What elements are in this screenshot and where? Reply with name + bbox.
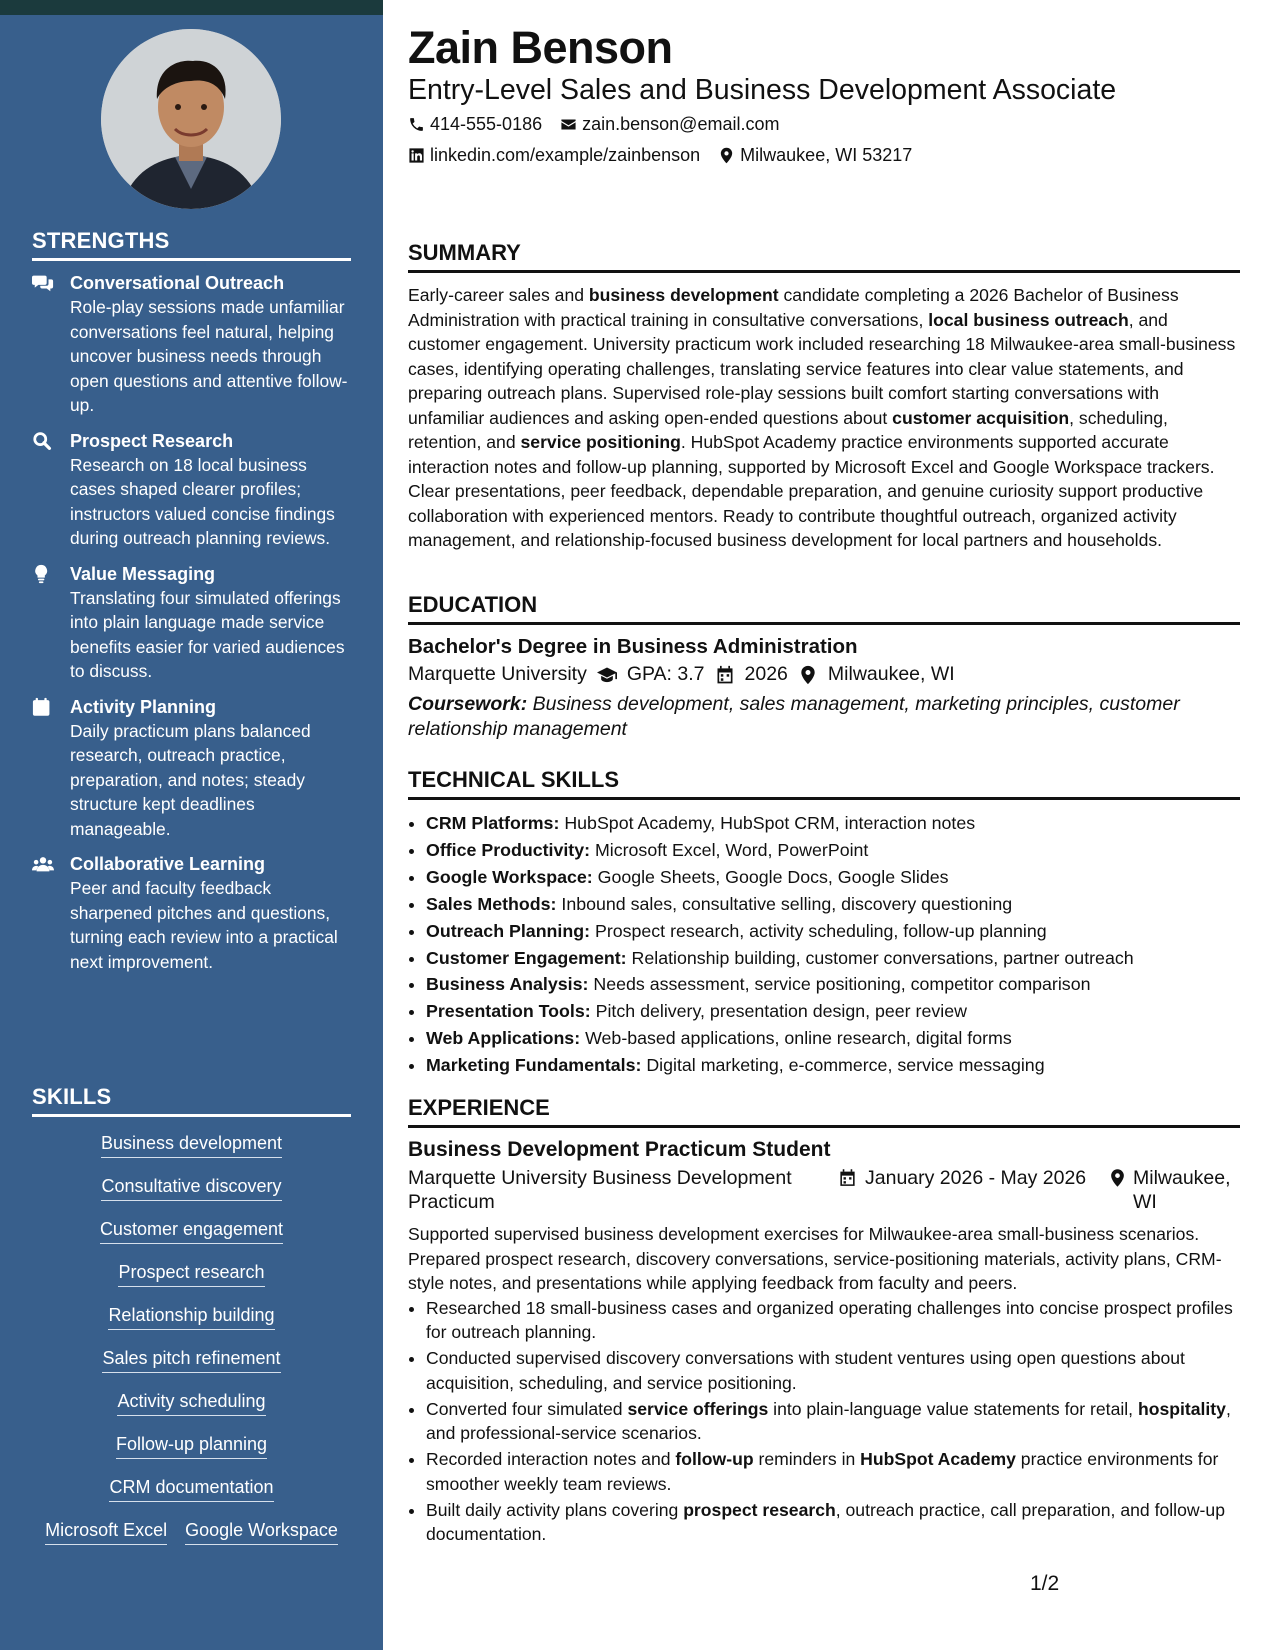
lightbulb-icon: [32, 564, 56, 584]
strength-desc: Role-play sessions made unfamiliar conversations feel natural, helping uncover business needs through open questions and attentive follow-up.: [70, 297, 348, 415]
candidate-role: Entry-Level Sales and Business Development Associate: [408, 74, 1117, 106]
list-item: [426, 837, 1240, 864]
contact-row-2: [408, 145, 912, 166]
text-run: . HubSpot Academy practice environments supported accurate interaction notes and follow-up planning, supported by Microsoft Excel and Google Workspace trackers. Clear presentations, peer feedback, dependable preparation, and genuine curiosity support productive collaboration with experienced mentors. Ready to contribute thoughtful outreach, organized activity management, and relationship-focused business development for local partners and households.: [408, 432, 1215, 550]
emphasis-text: customer acquisition: [892, 407, 1070, 428]
emphasis-text: business development: [588, 285, 779, 305]
skill-values: Inbound sales, consultative selling, discovery questioning: [561, 893, 1013, 914]
search-icon: [32, 431, 56, 451]
skill-values: Needs assessment, service positioning, competitor comparison: [593, 974, 1091, 995]
phone-contact[interactable]: [408, 114, 542, 135]
map-pin-icon: [1108, 1168, 1127, 1188]
skill-values: Relationship building, customer conversations, partner outreach: [631, 947, 1134, 968]
strength-title: Collaborative Learning: [70, 854, 266, 874]
emphasis-text: follow-up: [675, 1449, 754, 1469]
skill-tag: Consultative discovery: [101, 1174, 281, 1201]
text-run: Early-career sales and: [408, 285, 589, 305]
text-run: candidate completing a 2026 Bachelor of Business Administration with practical training in consultative conversations,: [408, 285, 1179, 330]
skill-tag: CRM documentation: [109, 1475, 273, 1502]
strength-desc: Translating four simulated offerings into plain language made service benefits easier for varied audiences to discuss.: [70, 587, 345, 681]
map-pin-icon: [718, 147, 735, 164]
coursework: [408, 692, 1240, 741]
map-pin-icon: [798, 665, 818, 685]
experience-heading: EXPERIENCE: [408, 1095, 1240, 1128]
emphasis-text: service offerings: [627, 1398, 769, 1419]
summary-section: [408, 240, 1240, 553]
skill-category: Outreach Planning:: [426, 920, 590, 941]
text-run: , and customer engagement. University practicum work included researching 18 Milwaukee-area small-business cases, identifying operating challenges, translating service features into clear value statements, and preparing outreach plans. Supervised role-play sessions built comfort starting conversations with unfamiliar audiences and asking open-ended questions about: [408, 309, 1236, 428]
skill-category: CRM Platforms:: [426, 813, 560, 833]
contact-row-1: [408, 114, 779, 135]
location-contact: [718, 145, 912, 166]
page-number: 1/2: [1030, 1572, 1060, 1595]
strength-desc: Research on 18 local business cases shaped clearer profiles; instructors valued concise findings during outreach planning reviews.: [70, 454, 335, 548]
school-name: Marquette University: [408, 663, 587, 685]
skill-tag: Activity scheduling: [117, 1389, 265, 1416]
skill-category: Marketing Fundamentals:: [426, 1055, 642, 1076]
skill-tag: Relationship building: [108, 1303, 274, 1330]
skill-values: Digital marketing, e-commerce, service messaging: [646, 1055, 1045, 1076]
skill-category: Web Applications:: [426, 1028, 581, 1049]
coursework-label: Coursework:: [408, 693, 528, 715]
strength-title: Prospect Research: [70, 430, 234, 451]
skills-section: [32, 1084, 351, 1561]
strength-desc: Peer and faculty feedback sharpened pitches and questions, turning each review into a practical next improvement.: [70, 878, 338, 972]
skill-tag: Sales pitch refinement: [102, 1346, 280, 1373]
text-run: Conducted supervised discovery conversations with student ventures using open questions about acquisition, scheduling, and service positioning.: [426, 1348, 1185, 1393]
email-contact[interactable]: [560, 114, 779, 135]
strengths-section: [32, 228, 351, 985]
emphasis-text: HubSpot Academy: [860, 1449, 1016, 1469]
list-item: [426, 810, 1240, 837]
skill-category: Business Analysis:: [426, 974, 589, 995]
technical-skills-section: [408, 767, 1240, 1079]
text-run: , outreach practice, call preparation, and follow-up documentation.: [426, 1499, 1225, 1544]
envelope-icon: [560, 116, 577, 133]
summary-heading: SUMMARY: [408, 240, 1240, 273]
job-details: [408, 1166, 1240, 1214]
strength-item: [32, 271, 351, 418]
coursework-list: Business development, sales management, marketing principles, customer relationship management: [408, 693, 1180, 740]
education-details: [408, 663, 1240, 686]
text-run: reminders in: [753, 1449, 861, 1469]
summary-text: [408, 283, 1240, 553]
strength-title: Value Messaging: [70, 563, 216, 584]
experience-section: [408, 1095, 1240, 1548]
skill-tag: Customer engagement: [100, 1217, 283, 1244]
emphasis-text: local business outreach: [928, 309, 1129, 330]
degree-title: Bachelor's Degree in Business Administration: [408, 635, 858, 658]
skill-values: Prospect research, activity scheduling, follow-up planning: [594, 920, 1047, 941]
text-run: Recorded interaction notes and: [426, 1449, 676, 1469]
email-text: zain.benson@email.com: [582, 114, 780, 134]
skill-category: Customer Engagement:: [426, 947, 627, 968]
school-location: Milwaukee, WI: [827, 663, 955, 685]
job-summary: Supported supervised business development exercises for Milwaukee-area small-business scenarios. Prepared prospect research, discovery conversations, service-positioning materials, activity plans, CRM-style notes, and presentations while applying feedback from faculty and peers.: [408, 1224, 1222, 1293]
strength-desc: Daily practicum plans balanced research, outreach practice, preparation, and notes; steady structure kept deadlines manageable.: [70, 720, 311, 839]
job-location: [1108, 1166, 1240, 1214]
calendar-icon: [715, 665, 735, 685]
education-section: [408, 592, 1240, 741]
list-item: [426, 1498, 1240, 1547]
calendar-icon: [838, 1168, 857, 1188]
text-run: , scheduling, retention, and: [408, 407, 1168, 452]
skill-values: Web-based applications, online research, digital forms: [585, 1028, 1012, 1049]
skill-category: Sales Methods:: [426, 893, 557, 914]
skills-heading: SKILLS: [32, 1084, 351, 1117]
graduation-year: 2026: [744, 663, 788, 685]
users-icon: [32, 854, 56, 874]
strength-item: [32, 695, 351, 842]
emphasis-text: prospect research: [683, 1499, 836, 1520]
strength-title: Conversational Outreach: [70, 273, 285, 293]
skill-values: Pitch delivery, presentation design, peer review: [595, 1001, 967, 1022]
comments-icon: [32, 273, 56, 293]
skill-tag: Prospect research: [118, 1260, 264, 1287]
list-item: [426, 945, 1240, 972]
skill-tag: Follow-up planning: [116, 1432, 267, 1459]
list-item: [426, 864, 1240, 891]
profile-photo: [101, 29, 281, 209]
job-dates-text: January 2026 - May 2026: [865, 1167, 1087, 1189]
linkedin-contact[interactable]: [408, 145, 700, 166]
list-item: [426, 1025, 1240, 1052]
skill-tag: Microsoft Excel: [45, 1518, 167, 1545]
calendar-icon: [32, 697, 56, 717]
sidebar: [0, 15, 383, 1650]
skill-category: Presentation Tools:: [426, 1001, 591, 1022]
skill-category: Google Workspace:: [426, 866, 593, 887]
strength-item: [32, 562, 351, 684]
job-bullets: [408, 1296, 1240, 1547]
profile-photo-illustration: [101, 29, 281, 209]
text-run: Researched 18 small-business cases and organized operating challenges into concise prospect profiles for outreach planning.: [426, 1297, 1233, 1342]
skill-tag: Google Workspace: [185, 1518, 338, 1545]
skill-tag: Business development: [101, 1131, 282, 1158]
list-item: [426, 891, 1240, 918]
list-item: [426, 1447, 1240, 1496]
candidate-name: Zain Benson: [408, 22, 673, 73]
linkedin-icon: [408, 147, 425, 164]
job-dates: [828, 1166, 1108, 1214]
strength-item: [32, 429, 351, 551]
phone-text: 414-555-0186: [430, 114, 543, 134]
gpa-text: GPA: 3.7: [626, 663, 705, 685]
list-item: [426, 998, 1240, 1025]
emphasis-text: hospitality: [1137, 1398, 1226, 1419]
linkedin-text: linkedin.com/example/zainbenson: [430, 145, 701, 165]
job-location-text: Milwaukee, WI: [1133, 1167, 1231, 1213]
strength-item: [32, 852, 351, 974]
skill-category: Office Productivity:: [426, 839, 591, 860]
location-text: Milwaukee, WI 53217: [740, 145, 913, 165]
skill-values: HubSpot Academy, HubSpot CRM, interaction notes: [564, 813, 976, 833]
employer-name: Marquette University Business Development Practicum: [408, 1167, 792, 1213]
skill-values: Microsoft Excel, Word, PowerPoint: [594, 839, 869, 860]
top-accent-bar: [0, 0, 383, 15]
graduation-cap-icon: [597, 665, 617, 685]
job-title: Business Development Practicum Student: [408, 1138, 831, 1161]
text-run: Built daily activity plans covering: [426, 1499, 684, 1520]
text-run: , and professional-service scenarios.: [426, 1398, 1231, 1443]
technical-skills-list: [408, 810, 1240, 1079]
list-item: [426, 1397, 1240, 1446]
list-item: [426, 1052, 1240, 1079]
strengths-heading: STRENGTHS: [32, 228, 351, 261]
text-run: into plain-language value statements for retail,: [768, 1398, 1138, 1419]
list-item: [426, 971, 1240, 998]
education-heading: EDUCATION: [408, 592, 1240, 625]
strength-title: Activity Planning: [70, 696, 217, 717]
text-run: practice environments for smoother weekly team reviews.: [426, 1449, 1219, 1494]
list-item: [426, 1296, 1240, 1345]
text-run: Converted four simulated: [426, 1398, 628, 1419]
emphasis-text: service positioning: [520, 432, 681, 452]
phone-icon: [408, 116, 425, 133]
list-item: [426, 918, 1240, 945]
skill-values: Google Sheets, Google Docs, Google Slides: [597, 866, 949, 887]
technical-skills-heading: TECHNICAL SKILLS: [408, 767, 1240, 800]
list-item: [426, 1346, 1240, 1395]
